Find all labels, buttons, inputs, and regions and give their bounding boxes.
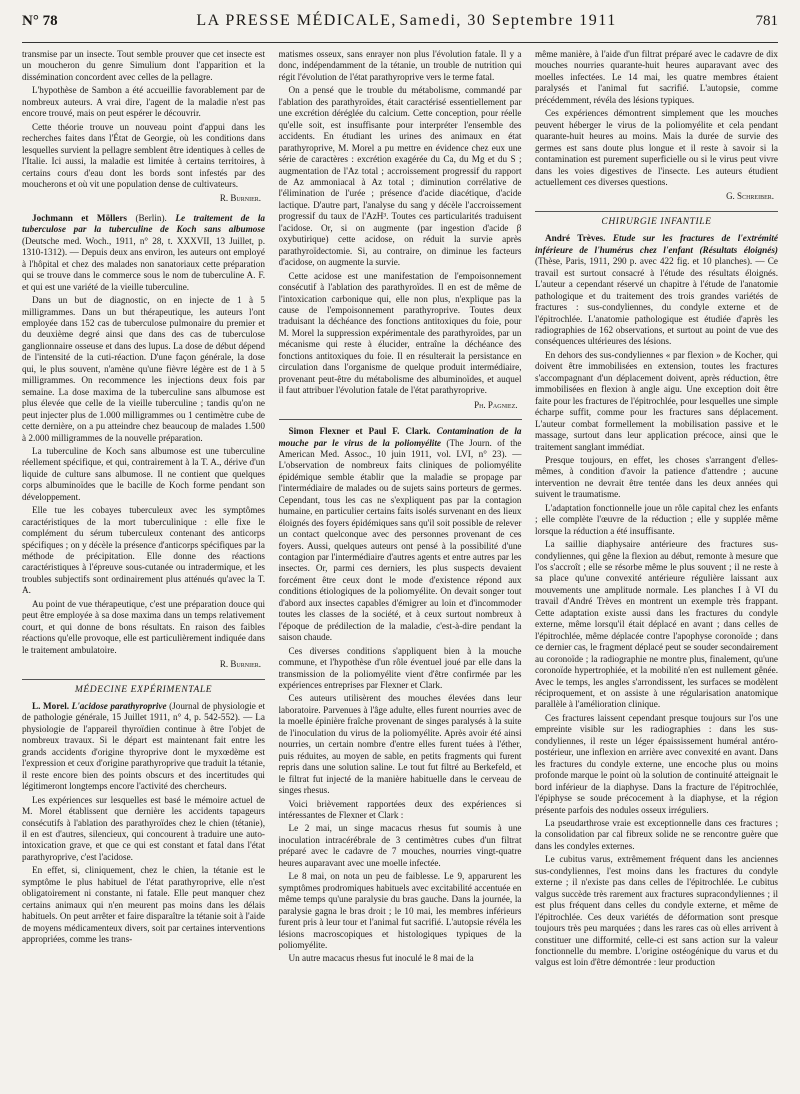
running-title: LA PRESSE MÉDICALE, Samedi, 30 Septembre 1911 <box>196 12 617 29</box>
article-author: Simon Flexner et Paul F. Clark. <box>288 426 431 437</box>
journal-name: LA PRESSE MÉDICALE <box>196 12 392 29</box>
paragraph: Ces fractures laissent cependant presque toujours sur l'os une empreinte visible sur les radiographies : dans les sus-condyliennes, il reste un léger épaississement huméral antéro-postérieur, une inflexion en arrière avec convexité en avant. Dans les fractures du condyle externe, une encoche plus ou moins profonde marque le point où la solution de continuité atteignait le bord inférieur de la diaphyse. Dans la fracture de l'épitrochlée, l'épiphyse se soude précocement à la diaphyse, et la région présente parfois des nodules osseux irréguliers. <box>535 712 778 815</box>
paragraph: Cette acidose est une manifestation de l'empoisonnement consécutif à l'ablation des parathyroïdes. Il en est de même de l'intoxication carbonique qui, elle non plus, n'explique pas la cause de l'empoisonnement parathyroprive. Toutes deux traduisant la déchéance des fonctions antitoxiques du foie, pour M. Morel la suppression expérimentale des parathyroïdes, par un mécanisme qui reste à élucider, entraîne la déchéance des fonctions antitoxiques du foie. Il en résulterait la persistance en circulation dans l'organisme de quelque produit intermédiaire, provenant peut-être du métabolisme des albuminoïdes, et auquel il faut attribuer l'évolution fatale de l'état parathyroprive. <box>278 270 522 396</box>
paragraph: Le 8 mai, on nota un peu de faiblesse. Le 9, apparurent les symptômes prodromiques habituels avec excitabilité accentuée en même temps qu'une paralysie du bras gauche. Dans la journée, la paralysie gagna le bras droit ; le 10 mai, les membres inférieurs furent pris à leur tour et l'animal fut sacrifié. L'autopsie révéla les lésions macroscopiques et histologiques typiques de la poliomyélite. <box>278 871 522 950</box>
paragraph: En dehors des sus-condyliennes « par flexion » de Kocher, qui doivent être immobilisées en extension, toutes les fractures s'accompagnant d'un déplacement doivent, après réduction, être immobilisées en flexion à angle aigu. Une exception doit être faite pour les fractures de l'épitrochlée, pour lesquelles une simple écharpe suffit, comme pour les fractures sans déplacement. L'auteur combat formellement la mobilisation passive et le massage, surtout dans leur application précoce, ainsi que le traitement sanglant immédiat. <box>535 349 778 452</box>
paragraph: Au point de vue thérapeutique, c'est une préparation douce qui peut être employée à sa dose maxima dans un temps relativement court, et qui donne de bons résultats. En raison des faibles réactions qu'elle provoque, elle est particulièrement indiquée dans le traitement ambulatoire. <box>22 598 265 655</box>
article-morel <box>22 701 265 793</box>
article-title: Etude sur les fractures de l'extrémité inférieure de l'humérus chez l'enfant (Résultats éloignés) <box>535 233 778 255</box>
paragraph: Voici brièvement rapportées deux des expériences si intéressantes de Flexner et Clark : <box>278 798 522 820</box>
article-text: (Deutsche med. Woch., 1911, n° 28, t. XXXVII, 13 Juillet, p. 1310-1312). — Depuis deux ans environ, les auteurs ont employé à l'hôpital et chez des malades non sanatoriaux cette préparation qui se trouve dans le commerce sous le nom de tuberculine A. F. et qui est une variété de la vieille tuberculine. <box>22 235 265 292</box>
article-author: Jochmann et Möllers <box>32 212 127 223</box>
paragraph: Elle tue les cobayes tuberculeux avec les symptômes caractéristiques de la mort tuberculinique : elle fixe le complément du sérum tuberculeux contenant des anticorps spécifiques ; on y décèle la présence d'anticorps spécifiques par la méthode de précipitation. Elle donne des réactions caractéristiques à l'épreuve sous-cutanée ou intradermique, et les troubles subjectifs sont ordinairement plus atténués qu'avec la T. A. <box>22 505 265 596</box>
signature: R. Burnier. <box>219 193 261 204</box>
article-title: Le traitement de la tuberculose par la tuberculine de Koch sans albumose <box>22 212 265 235</box>
paragraph: Dans un but de diagnostic, on en injecte de 1 à 5 milligrammes. Dans un but thérapeutique, les auteurs l'ont employée dans 152 cas de tuberculose pulmonaire du premier et du deuxième degré ainsi que dans des cas de tuberculose ganglionnaire osseuse et dans des lupus. La dose de début dépend de l'intensité de la cuti-réaction. D'une façon générale, la dose qui, le plus souvent, n'amène qu'une fièvre légère est de 1 à 5 milligrammes. On recommence les injections deux fois par semaine. La dose maxima de la tuberculine sans albumose est plus élevée que celle de la vieille tuberculine ; tandis qu'on ne peut injecter plus de 1.000 milligrammes ou 1 centimètre cube de cette dernière, on a pu atteindre chez beaucoup de malades 1.500 à 2.000 milligrammes de la nouvelle préparation. <box>22 295 265 443</box>
column-1 <box>22 49 265 1079</box>
paragraph: La saillie diaphysaire antérieure des fractures sus-condyliennes, qui gêne la flexion au début, remonte à mesure que l'os s'accroît ; elle se résorbe même le plus souvent ; il ne reste à sa place qu'une convexité antérieure régulière laissant aux mouvements une amplitude normale. Les planches I à VI du travail d'André Trèves en montrent un exemple très frappant. Cette adaptation existe aussi dans les fractures du condyle externe, même lorsqu'il était déplacé en avant ; dans celles de l'épitrochlée, même déplacée contre l'apophyse coronoïde ; dans ce dernier cas, le fragment déplacé peut se souder secondairement au coronoïde ; la radiographie ne montre plus, finalement, qu'une coronoïde hypertrophiée, et la mobilité n'en est nullement gênée. Avec le temps, les angles s'arrondissent, les surfaces se modèlent réciproquement, et on assiste à une régularisation anatomique parallèle à l'amélioration clinique. <box>535 539 778 710</box>
paragraph: Presque toujours, en effet, les choses s'arrangent d'elles-mêmes, à condition d'avoir la patience d'attendre ; aucune intervention ne devrait être tentée dans les deux années qui suivent le traumatisme. <box>535 454 778 500</box>
article-location: (Berlin). <box>135 212 167 223</box>
paragraph: On a pensé que le trouble du métabolisme, commandé par l'ablation des parathyroïdes, était caractérisé essentiellement par une excrétion déréglée du calcium. Cette conception, pour réelle qu'elle soit, est insuffisante pour interpréter l'ensemble des accidents. En étudiant les urines des animaux en état parathyroprive, M. Morel a pu mettre en évidence chez eux une série de caractères : excrétion exagérée du Ca, du Mg et du S ; augmentation de l'Az total ; accroissement progressif du rapport de Az ammoniacal à Az total ; diminution corrélative de l'élimination de l'urée ; présence d'acide diacétique, d'acide lactique. D'autre part, l'analyse du sang y décèle l'accroissement progressif du taux de l'AzH³. Toutes ces particularités traduisent l'acidose. Or, si on augmente (par ingestion d'acide β oxybutirique) cette acidose, on réduit la survie après parathyroïdectomie. Si, au contraire, on diminue les facteurs d'acidose, on augmente la survie. <box>278 85 522 268</box>
signature: R. Burnier. <box>219 659 261 670</box>
article-flexner <box>279 426 522 644</box>
article-title: L'acidose parathyroprive <box>71 701 167 712</box>
paragraph: Ces expériences démontrent simplement que les mouches peuvent héberger le virus de la poliomyélite et cela pendant quarante-huit heures au moins. Mais la durée de survie des germes est sans doute plus longue et il reste à savoir si la contamination est purement superficielle ou si le virus peut vivre dans les voies digestives de l'insecte. Les auteurs étudient actuellement ces diverses questions. <box>535 108 778 187</box>
paragraph: La pseudarthrose vraie est exceptionnelle dans ces fractures ; la consolidation par cal fibreux solide ne se rencontre guère que dans les condyles externes. <box>535 818 778 851</box>
column-2 <box>279 49 522 1079</box>
issue-number: N° 78 <box>22 13 58 29</box>
paragraph: Le cubitus varus, extrêmement fréquent dans les anciennes sus-condyliennes, l'est moins dans les fractures du condyle externe ; il n'existe pas dans celles de l'épitrochlée. Le cubitus valgus succède très rarement aux fractures supracondyliennes ; il est plus fréquent dans celles du condyle externe, et même de l'épitrochlée. Ces deux variétés de déformation sont presque toujours très peu marquées ; dans les rares cas où elles arrivent à constituer une difformité, celle-ci est sans action sur la valeur fonctionnelle du membre. L'origine ostéogénique du varus et du valgus est loin d'être démontrée : leur production <box>535 854 778 968</box>
column-3 <box>535 49 778 1079</box>
page-header <box>22 12 778 43</box>
paragraph: L'hypothèse de Sambon a été accueillie favorablement par de nombreux auteurs. A vrai dire, l'agent de la maladie n'est pas encore trouvé, mais on peut espérer le découvrir. <box>22 85 265 119</box>
article-text: (Thèse, Paris, 1911, 290 p. avec 422 fig. et 10 planches). — Ce travail est surtout consacré à l'étude des résultats éloignés. L'auteur a cependant réservé un chapitre à l'étude de l'anatomie pathologique et du traitement des trois grandes variétés de fractures : sus-condyliennes, du condyle externe et de l'épitrochlée. L'anatomie pathologique est étudiée d'après les radiographies de 162 observations, et surtout au point de vue des conséquences ultérieures des lésions. <box>535 256 778 347</box>
columns <box>22 49 778 1079</box>
page-number: 781 <box>755 13 778 29</box>
paragraph: Ces diverses conditions s'appliquent bien à la mouche commune, et l'hypothèse d'un rôle éventuel joué par elle dans la transmission de la poliomyélite vient d'être confirmée par les expériences entreprises par Flexner et Clark. <box>278 645 522 691</box>
page <box>0 12 800 1094</box>
paragraph: L'adaptation fonctionnelle joue un rôle capital chez les enfants ; elle complète l'œuvre de la réduction ; elle y supplée même lorsque la réduction a été insuffisante. <box>535 502 778 536</box>
article-treves <box>535 233 778 348</box>
paragraph: La tuberculine de Koch sans albumose est une tuberculine réellement spécifique, et qui, contrairement à la T. A., dérive d'un liquide de culture sans albumose. Il ne contient que quelques corps albuminoïdes que le bacille de Koch forme pendant son développement. <box>22 445 265 502</box>
article-text: (The Journ. of the American Med. Assoc., 10 juin 1911, vol. LVI, n° 23). — L'observation de nombreux faits cliniques de poliomyélite épidémique semble établir que la maladie se propage par l'intermédiaire de malades ou de sujets sains porteurs de germes. Cependant, tous les cas ne s'expliquent pas par la contagion humaine, en particulier certains faits isolés survenant en des lieux éloignés des foyers épidémiques sans qu'il soit possible de relever un contact quelconque avec des personnes provenant de ces foyers. Aussi, quelques auteurs ont pensé à la possibilité d'une contagion par l'intermédiaire d'autres agents et entre autres par les insectes. Or, parmi ces derniers, les plus suspects devaient forcément être ceux dont le mode d'existence répond aux conditions étiologiques de la poliomyélite. On devait songer tout d'abord aux insectes capables d'émigrer au loin et d'incommoder toutes les classes de la société, et à ceux surtout nombreux à l'époque de prédilection de la maladie, c'est-à-dire pendant la saison chaude. <box>278 437 522 643</box>
paragraph: Un autre macacus rhesus fut inoculé le 8 mai de la <box>288 953 474 964</box>
paragraph: Ces auteurs utilisèrent des mouches élevées dans leur laboratoire. Parvenues à l'âge adulte, elles furent nourries avec de la moelle épinière fraîche provenant de singes paralysés à la suite de l'inoculation du virus de la poliomyélite. Après avoir été ainsi nourries, un certain nombre d'entre elles furent tuées à l'éther, puis réduites, au moyen de sable, en petits fragments qui furent repris dans une solution saline. Le tout fut filtré au Berkefeld, et le filtrat fut injecté de la manière habituelle dans le cerveau de singes rhesus. <box>278 693 522 796</box>
paragraph: Cette théorie trouve un nouveau point d'appui dans les recherches faites dans l'État de Georgie, où les conditions dans lesquelles survient la pellagre semblent être identiques à celles de l'Italie. Ici aussi, la maladie est limitée à certains territoires, à certains cours d'eau dont les bords sont infestés par des moucherons et où vit une population dense de cultivateurs. <box>22 121 265 189</box>
article-text: (Journal de physiologie et de pathologie générale, 15 Juillet 1911, n° 4, p. 542-552). — La physiologie de l'appareil thyroïdien continue à être l'objet de nombreux travaux. Si le départ est maintenant fait entre les grands accidents d'origine thyroprive dont le myxœdème est l'expression et ceux d'origine parathyroprive que traduit la tétanie, il reste encore bien des points obscurs et des incertitudes qui légitimeront longtemps encore l'activité des chercheurs. <box>22 701 265 792</box>
signature: G. Schreiber. <box>726 191 774 202</box>
article-author: André Trèves. <box>545 233 606 244</box>
issue-date: Samedi, 30 Septembre 1911 <box>399 12 617 29</box>
paragraph: matismes osseux, sans enrayer non plus l'évolution fatale. Il y a donc, indépendamment de la tétanie, un trouble de nutrition qui régit l'évolution de l'état parathyroprive vers le terme fatal. <box>278 49 522 82</box>
article-jochmann <box>22 213 265 293</box>
article-author: L. Morel. <box>32 701 70 712</box>
paragraph: En effet, si, cliniquement, chez le chien, la tétanie est le symptôme le plus habituel de l'état parathyroprive, elle n'est obligatoirement ni constante, ni fatale. Elle peut manquer chez certains animaux qui n'en meurent pas moins dans les délais habituels. On peut arrêter et faire disparaître la tétanie soit à l'aide de moyens médicamenteux divers, soit par certaines interventions appropriées, comme les trans- <box>22 865 265 945</box>
article-title: Contamination de la mouche par le virus de la poliomyélite <box>278 426 522 448</box>
divider <box>279 419 522 420</box>
section-heading: MÉDECINE EXPÉRIMENTALE <box>22 679 265 696</box>
paragraph: Le 2 mai, un singe macacus rhesus fut soumis à une inoculation intracérébrale de 3 centimètres cubes d'un filtrat préparé avec le cadavre de 7 mouches, nourries vingt-quatre heures auparavant avec une moelle infectée. <box>278 823 522 868</box>
paragraph: transmise par un insecte. Tout semble prouver que cet insecte est un moucheron du genre Simulium dont l'apparition et la dissémination concordent avec celles de la pellagre. <box>22 49 265 82</box>
section-heading: CHIRURGIE INFANTILE <box>535 211 778 228</box>
paragraph: même manière, à l'aide d'un filtrat préparé avec le cadavre de dix mouches nourries quarante-huit heures auparavant avec des moelles infectées. Le 14 mai, les quatre membres étaient paralysés et l'animal fut sacrifié. L'autopsie, comme précédemment, révéla des lésions typiques. <box>535 49 778 105</box>
paragraph: Les expériences sur lesquelles est basé le mémoire actuel de M. Morel établissent que dernière les accidents tapageurs consécutifs à l'ablation des parathyroïdes chez le chien (tétanie), il en est d'autres, silencieux, qui concourent à traduire une auto-intoxication grave, et que ce qui est constant et fatal dans l'état parathyroprive, c'est l'acidose. <box>22 794 265 862</box>
signature: Ph. Pagniez. <box>474 399 518 410</box>
